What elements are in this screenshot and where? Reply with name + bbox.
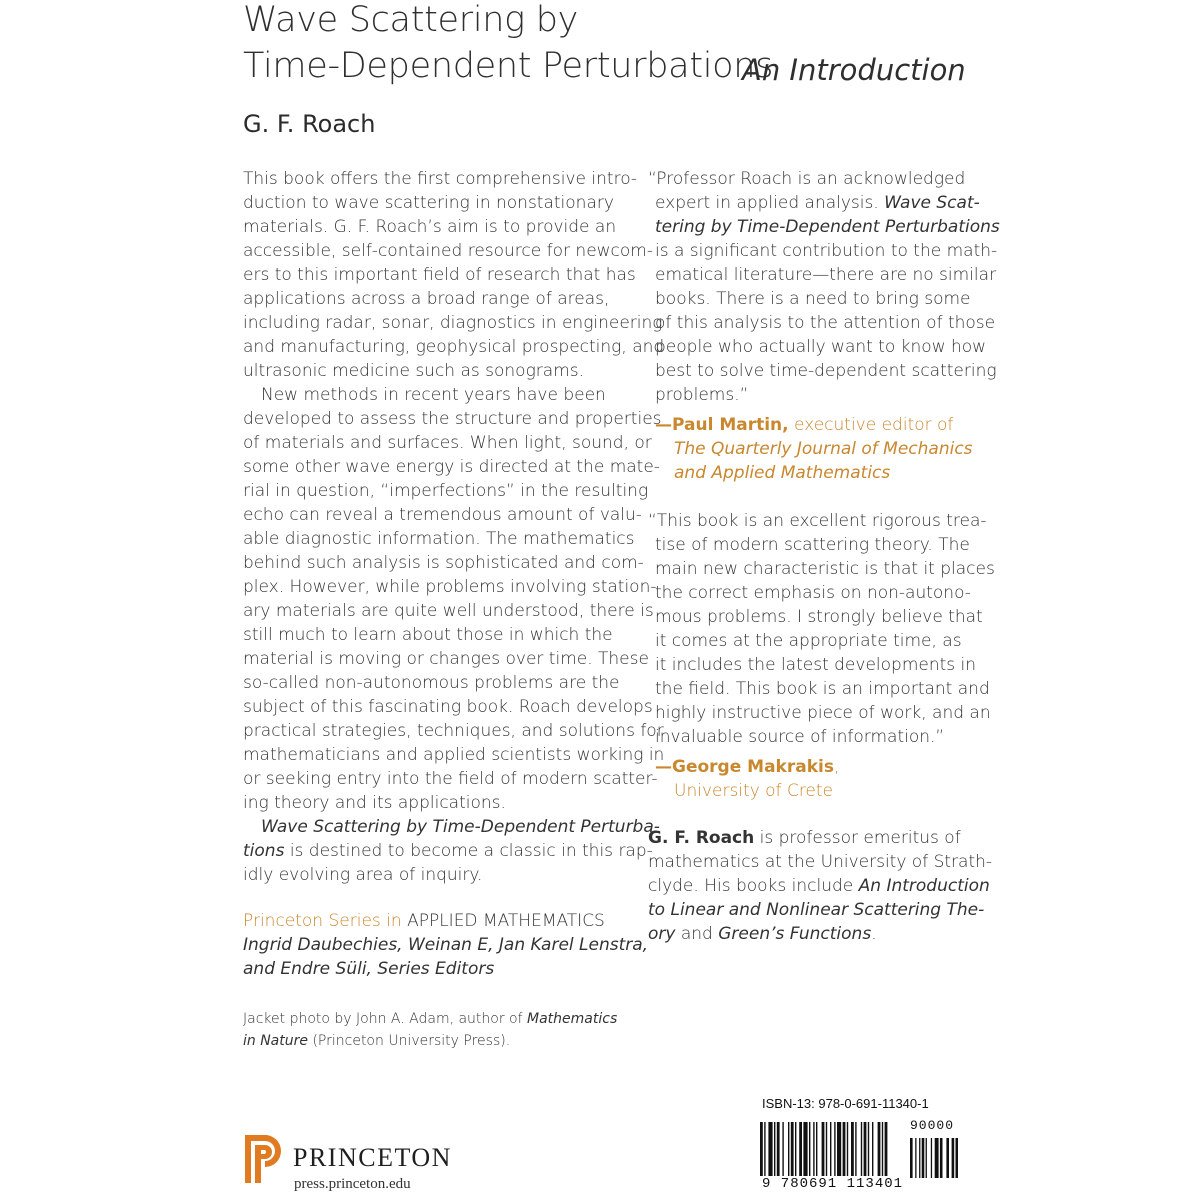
text-line: the field. This book is an important and: [655, 679, 990, 699]
book-title-italic: tering by Time-Dependent Perturbations: [655, 217, 1000, 237]
book-title-italic: tions: [243, 841, 285, 861]
text-line: of this analysis to the attention of those: [655, 313, 996, 333]
book-title-italic: Wave Scat-: [884, 193, 980, 213]
quote-attribution-role: executive editor of: [788, 415, 954, 435]
jacket-photo-credit: [243, 1008, 617, 1052]
text-line: invaluable source of information.”: [655, 727, 945, 747]
quote-attribution-publication: and Applied Mathematics: [674, 463, 891, 483]
text-line: so-called non-autonomous problems are the: [243, 673, 620, 693]
barcode-bar: [885, 1122, 888, 1178]
text-span: .: [871, 924, 877, 944]
series-editors-line-1: Ingrid Daubechies, Weinan E, Jan Karel Lenstra,: [243, 935, 649, 955]
text-line: of materials and surfaces. When light, sound, or: [243, 433, 652, 453]
text-line: and manufacturing, geophysical prospecting, and: [243, 337, 665, 357]
barcode-bar: [774, 1122, 775, 1178]
text-line: highly instructive piece of work, and an: [655, 703, 991, 723]
text-line: ary materials are quite well understood, there is: [243, 601, 654, 621]
author-bio: [648, 826, 993, 946]
barcode-bar: [861, 1122, 862, 1178]
text-line: ing theory and its applications.: [243, 793, 506, 813]
credit-book-title: Mathematics: [527, 1011, 618, 1027]
series-block: [243, 909, 649, 981]
barcode-bar: [799, 1122, 802, 1178]
barcode-bar: [826, 1122, 827, 1178]
quote-attribution-name: —George Makrakis: [655, 757, 834, 777]
text-span: expert in applied analysis.: [655, 193, 885, 213]
book-title-italic: to Linear and Nonlinear Scattering The-: [648, 900, 985, 920]
barcode-bar: [791, 1122, 794, 1178]
barcode-bar: [922, 1138, 925, 1178]
barcode-bar: [809, 1122, 810, 1178]
barcode-bar: [855, 1122, 856, 1178]
text-line: books. There is a need to bring some: [655, 289, 971, 309]
barcode-bar: [764, 1122, 765, 1178]
barcode-bar: [878, 1122, 881, 1178]
text-span: clyde. His books include: [648, 876, 859, 896]
barcode-bar: [822, 1122, 825, 1178]
text-line: “This book is an excellent rigorous trea-: [648, 511, 987, 531]
book-title-italic: ory: [648, 924, 676, 944]
quote-attribution-publication: The Quarterly Journal of Mechanics: [674, 439, 973, 459]
barcode-bar: [946, 1138, 949, 1178]
quote-attribution-name: —Paul Martin,: [655, 415, 789, 435]
series-editors-line-2: and Endre Süli, Series Editors: [243, 959, 495, 979]
barcode-bar: [919, 1138, 920, 1178]
text-line: tise of modern scattering theory. The: [655, 535, 970, 555]
text-line: it comes at the appropriate time, as: [655, 631, 962, 651]
bio-author-name: G. F. Roach: [648, 828, 755, 848]
text-line: including radar, sonar, diagnostics in engineering: [243, 313, 663, 333]
book-title-italic: Wave Scattering by Time-Dependent Perturba-: [261, 817, 660, 837]
series-name: APPLIED MATHEMATICS: [407, 911, 605, 931]
text-line: best to solve time-dependent scattering: [655, 361, 997, 381]
barcode-bar: [777, 1122, 780, 1178]
description-paragraph-2: [243, 383, 665, 815]
text-line: applications across a broad range of areas,: [243, 289, 610, 309]
text-line: New methods in recent years have been: [261, 385, 606, 405]
review-quote-1: [648, 167, 1000, 485]
review-quote-2: [648, 509, 995, 803]
barcode-bar: [940, 1138, 943, 1178]
title-line-2: Time-Dependent Perturbations: [243, 46, 774, 86]
barcode-bar: [795, 1122, 796, 1178]
barcode-bar: [813, 1122, 814, 1178]
text-line: behind such analysis is sophisticated and com-: [243, 553, 644, 573]
text-line: it includes the latest developments in: [655, 655, 977, 675]
isbn-label: ISBN-13: 978-0-691-11340-1: [762, 1096, 929, 1111]
text-line: “Professor Roach is an acknowledged: [648, 169, 966, 189]
author-name: G. F. Roach: [243, 110, 376, 138]
barcode-bar: [837, 1122, 841, 1178]
barcode-bar: [868, 1122, 869, 1178]
text-line: materials. G. F. Roach’s aim is to provide an: [243, 217, 617, 237]
text-line: some other wave energy is directed at the mate-: [243, 457, 660, 477]
text-line: main new characteristic is that it places: [655, 559, 995, 579]
barcode-area: [758, 1118, 958, 1196]
text-line: mathematicians and applied scientists working in: [243, 745, 665, 765]
barcode-bar: [882, 1122, 883, 1178]
text-line: rial in question, “imperfections” in the resulting: [243, 481, 649, 501]
barcode-bar: [952, 1138, 955, 1178]
text-line: This book offers the first comprehensive intro-: [243, 169, 638, 189]
book-description: [243, 167, 665, 887]
text-span: ,: [833, 757, 840, 777]
barcode-bar: [843, 1122, 846, 1178]
barcode-bar: [782, 1122, 783, 1178]
barcode-bar: [935, 1138, 939, 1178]
barcode-bar: [768, 1122, 772, 1178]
text-line: people who actually want to know how: [655, 337, 987, 357]
barcode-bar: [834, 1122, 835, 1178]
text-span: and: [675, 924, 719, 944]
text-line: is a significant contribution to the math-: [655, 241, 998, 261]
barcode-bar: [788, 1122, 789, 1178]
text-line: idly evolving area of inquiry.: [243, 865, 483, 885]
description-paragraph-3: [243, 815, 660, 887]
text-line: mathematics at the University of Strath-: [648, 852, 993, 872]
text-line: plex. However, while problems involving station-: [243, 577, 657, 597]
barcode-bar: [803, 1122, 807, 1178]
text-line: problems.”: [655, 385, 749, 405]
credit-book-title: in Nature: [243, 1033, 308, 1049]
text-line: practical strategies, techniques, and solutions for: [243, 721, 664, 741]
text-line: or seeking entry into the field of modern scatter-: [243, 769, 658, 789]
barcode-bar: [847, 1122, 848, 1178]
barcode-bar: [931, 1138, 932, 1178]
book-title-italic: Green’s Functions: [718, 924, 872, 944]
princeton-logo-icon: [243, 1133, 283, 1185]
barcode-bar: [926, 1138, 927, 1178]
text-line: mous problems. I strongly believe that: [655, 607, 983, 627]
barcode-bar: [830, 1122, 831, 1178]
publisher-url[interactable]: press.princeton.edu: [294, 1176, 411, 1192]
barcode-price-code: 90000: [910, 1118, 955, 1133]
text-span: is destined to become a classic in this rap-: [284, 841, 653, 861]
credit-text: Jacket photo by John A. Adam, author of: [243, 1011, 528, 1027]
text-line: subject of this fascinating book. Roach develops: [243, 697, 653, 717]
barcode-bar: [864, 1122, 867, 1178]
text-line: developed to assess the structure and properties: [243, 409, 662, 429]
barcode-bar: [910, 1138, 913, 1178]
text-line: echo can reveal a tremendous amount of valu-: [243, 505, 642, 525]
quote-attribution-affiliation: University of Crete: [674, 781, 834, 801]
barcode-bar: [851, 1122, 854, 1178]
text-line: still much to learn about those in which the: [243, 625, 613, 645]
barcode-digits: 9 780691 113401: [762, 1176, 904, 1192]
text-line: ers to this important field of research that has: [243, 265, 636, 285]
text-line: ematical literature—there are no similar: [655, 265, 997, 285]
barcode-bar: [816, 1122, 817, 1178]
text-line: able diagnostic information. The mathematics: [243, 529, 635, 549]
credit-text: (Princeton University Press).: [308, 1033, 511, 1049]
text-line: ultrasonic medicine such as sonograms.: [243, 361, 585, 381]
barcode-bar: [760, 1122, 763, 1178]
text-line: accessible, self-contained resource for newcom-: [243, 241, 653, 261]
text-line: material is moving or changes over time. These: [243, 649, 649, 669]
book-title-italic: An Introduction: [858, 876, 990, 896]
publisher-name: PRINCETON: [293, 1143, 452, 1172]
barcode-bar: [872, 1122, 873, 1178]
description-paragraph-1: [243, 167, 665, 383]
subtitle: An Introduction: [742, 53, 966, 87]
title-line-1: Wave Scattering by: [243, 0, 579, 40]
text-line: the correct emphasis on non-autono-: [655, 583, 971, 603]
series-label: Princeton Series in: [243, 911, 402, 931]
barcode-bar: [956, 1138, 959, 1178]
barcode-bar: [915, 1138, 916, 1178]
text-line: duction to wave scattering in nonstationary: [243, 193, 614, 213]
text-span: is professor emeritus of: [754, 828, 961, 848]
